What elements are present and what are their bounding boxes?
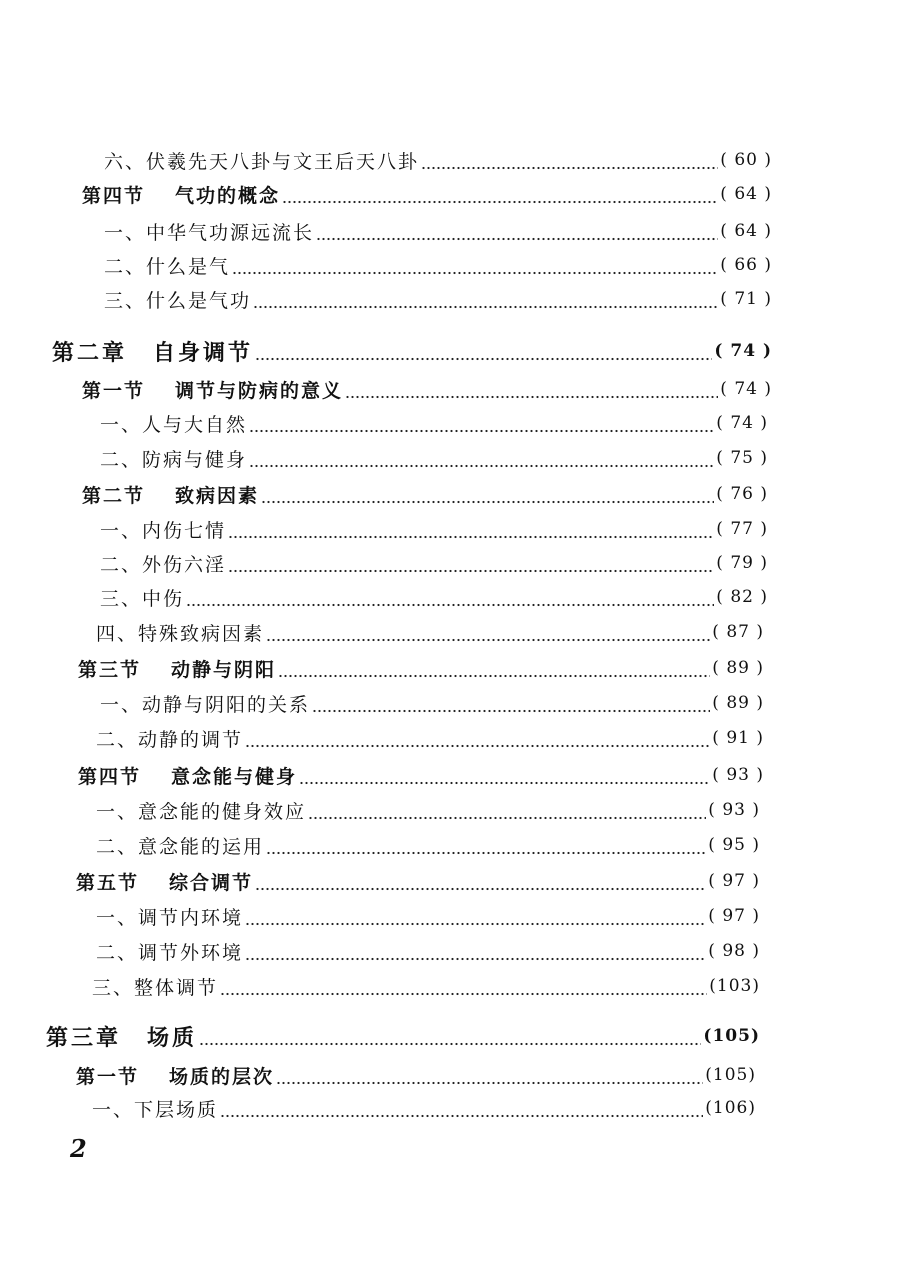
toc-entry-title: 动静的调节 [138,728,244,751]
toc-entry-label [104,147,419,174]
toc-entry-prefix: 第五节 [76,871,140,894]
toc-entry-title: 什么是气功 [146,289,252,312]
dot-leader [220,1093,703,1123]
toc-entry-label [104,252,230,279]
dot-leader [316,216,718,246]
toc-entry-label [76,868,253,895]
dot-leader [245,901,706,931]
toc-item-row [104,250,772,280]
toc-entry-label [100,550,226,577]
toc-item-row [100,514,768,544]
toc-entry-title: 场质 [147,1024,198,1051]
page-number: 2 [70,1134,87,1163]
toc-section-row [82,479,768,509]
dot-leader [278,653,710,683]
toc-entry-page: ( 98 ) [708,941,760,961]
dot-leader [220,971,707,1001]
toc-entry-title: 意念能的健身效应 [138,800,307,823]
toc-entry-label [96,938,243,965]
toc-entry-prefix: 第一节 [76,1065,140,1088]
toc-entry-title: 调节与防病的意义 [175,379,344,402]
toc-entry-label [96,725,243,752]
toc-entry-title: 自身调节 [153,339,254,366]
toc-item-row [96,901,760,931]
toc-entry-prefix: 四、 [96,622,139,645]
toc-entry-prefix: 三、 [104,289,147,312]
toc-entry-prefix: 一、 [104,221,147,244]
toc-entry-label [96,903,243,930]
toc-entry-title: 中华气功源远流长 [146,221,315,244]
toc-entry-title: 调节内环境 [138,906,244,929]
toc-entry-prefix: 一、 [100,519,143,542]
toc-item-row [96,936,760,966]
dot-leader [245,723,710,753]
toc-entry-title: 意念能的运用 [138,835,265,858]
toc-entry-title: 气功的概念 [175,184,281,207]
toc-section-row [82,374,772,404]
toc-entry-page: ( 64 ) [720,221,772,241]
toc-entry-label [76,1062,274,1089]
dot-leader [282,179,718,209]
toc-entry-prefix: 三、 [92,976,135,999]
toc-entry-page: ( 60 ) [720,150,772,170]
dot-leader [228,548,714,578]
toc-entry-title: 内伤七情 [142,519,227,542]
toc-entry-title: 防病与健身 [142,448,248,471]
toc-item-row [100,582,768,612]
toc-entry-title: 动静与阴阳 [171,658,277,681]
toc-entry-page: ( 71 ) [720,289,772,309]
toc-entry-page: (103) [709,976,760,996]
toc-entry-page: ( 75 ) [716,448,768,468]
toc-entry-label [100,584,184,611]
toc-item-row [100,688,764,718]
toc-entry-label [104,218,314,245]
toc-entry-label [96,832,264,859]
toc-entry-prefix: 二、 [96,941,139,964]
dot-leader [249,408,714,438]
toc-entry-label [100,410,247,437]
toc-item-row [104,145,772,175]
dot-leader [255,336,712,366]
toc-entry-prefix: 一、 [92,1098,135,1121]
toc-entry-title: 整体调节 [134,976,219,999]
toc-entry-label [96,619,264,646]
toc-entry-label [100,445,247,472]
dot-leader [345,374,718,404]
toc-entry-prefix: 第四节 [78,765,142,788]
toc-entry-page: ( 91 ) [712,728,764,748]
toc-entry-page: ( 64 ) [720,184,772,204]
toc-entry-page: ( 97 ) [708,906,760,926]
toc-entry-prefix: 二、 [104,255,147,278]
dot-leader [261,479,714,509]
dot-leader [421,145,718,175]
toc-item-row [100,408,768,438]
toc-entry-title: 伏羲先天八卦与文王后天八卦 [146,150,420,173]
toc-entry-page: ( 97 ) [708,871,760,891]
toc-entry-page: (106) [705,1098,756,1118]
toc-entry-label [104,286,251,313]
toc-entry-page: (105) [705,1065,756,1085]
toc-entry-page: ( 79 ) [716,553,768,573]
toc-entry-title: 特殊致病因素 [138,622,265,645]
toc-chapter-row [52,336,772,366]
toc-entry-label [46,1021,197,1052]
toc-entry-title: 场质的层次 [169,1065,275,1088]
toc-entry-prefix: 第三章 [46,1024,122,1051]
toc-entry-prefix: 六、 [104,150,147,173]
toc-entry-prefix: 第二节 [82,484,146,507]
toc-entry-label [100,690,310,717]
toc-item-row [96,723,764,753]
toc-entry-prefix: 一、 [100,413,143,436]
toc-entry-title: 下层场质 [134,1098,219,1121]
toc-entry-title: 外伤六淫 [142,553,227,576]
toc-item-row [100,443,768,473]
toc-entry-label [96,797,306,824]
dot-leader [199,1021,701,1051]
dot-leader [255,866,706,896]
toc-entry-title: 意念能与健身 [171,765,298,788]
toc-entry-page: ( 77 ) [716,519,768,539]
toc-item-row [96,617,764,647]
toc-entry-title: 致病因素 [175,484,260,507]
toc-entry-label [100,516,226,543]
toc-entry-title: 中伤 [142,587,185,610]
dot-leader [186,582,714,612]
toc-entry-label [82,481,259,508]
toc-item-row [96,795,760,825]
toc-entry-prefix: 第一节 [82,379,146,402]
toc-section-row [78,760,764,790]
toc-entry-label [82,181,280,208]
dot-leader [249,443,714,473]
toc-item-row [92,1093,756,1123]
toc-entry-page: (105) [703,1026,760,1046]
toc-chapter-row [46,1021,760,1051]
toc-entry-page: ( 87 ) [712,622,764,642]
toc-entry-prefix: 第四节 [82,184,146,207]
dot-leader [245,936,706,966]
dot-leader [312,688,710,718]
dot-leader [266,830,706,860]
toc-entry-label [92,973,218,1000]
toc-item-row [100,548,768,578]
toc-entry-prefix: 第二章 [52,339,128,366]
toc-entry-prefix: 一、 [96,906,139,929]
toc-entry-page: ( 76 ) [716,484,768,504]
dot-leader [228,514,714,544]
toc-item-row [96,830,760,860]
dot-leader [253,284,718,314]
toc-entry-title: 什么是气 [146,255,231,278]
toc-entry-prefix: 一、 [96,800,139,823]
toc-item-row [104,284,772,314]
toc-item-row [92,971,760,1001]
toc-section-row [82,179,772,209]
toc-entry-label [92,1095,218,1122]
toc-entry-prefix: 一、 [100,693,143,716]
dot-leader [266,617,710,647]
toc-entry-label [78,762,297,789]
toc-entry-prefix: 二、 [96,728,139,751]
toc-entry-prefix: 第三节 [78,658,142,681]
toc-item-row [104,216,772,246]
toc-section-row [76,866,760,896]
toc-entry-label [82,376,343,403]
toc-entry-prefix: 二、 [100,448,143,471]
toc-section-row [76,1060,756,1090]
toc-entry-title: 综合调节 [169,871,254,894]
toc-entry-page: ( 74 ) [714,341,772,361]
toc-entry-prefix: 二、 [100,553,143,576]
toc-section-row [78,653,764,683]
dot-leader [276,1060,703,1090]
toc-entry-title: 动静与阴阳的关系 [142,693,311,716]
toc-entry-prefix: 二、 [96,835,139,858]
dot-leader [232,250,718,280]
toc-entry-label [52,336,253,367]
toc-entry-page: ( 82 ) [716,587,768,607]
toc-entry-label [78,655,276,682]
toc-entry-page: ( 74 ) [720,379,772,399]
toc-entry-page: ( 93 ) [712,765,764,785]
toc-entry-page: ( 66 ) [720,255,772,275]
toc-entry-prefix: 三、 [100,587,143,610]
toc-entry-title: 调节外环境 [138,941,244,964]
dot-leader [308,795,706,825]
toc-entry-page: ( 95 ) [708,835,760,855]
dot-leader [299,760,710,790]
toc-entry-page: ( 89 ) [712,693,764,713]
toc-entry-title: 人与大自然 [142,413,248,436]
toc-entry-page: ( 93 ) [708,800,760,820]
toc-entry-page: ( 89 ) [712,658,764,678]
toc-entry-page: ( 74 ) [716,413,768,433]
